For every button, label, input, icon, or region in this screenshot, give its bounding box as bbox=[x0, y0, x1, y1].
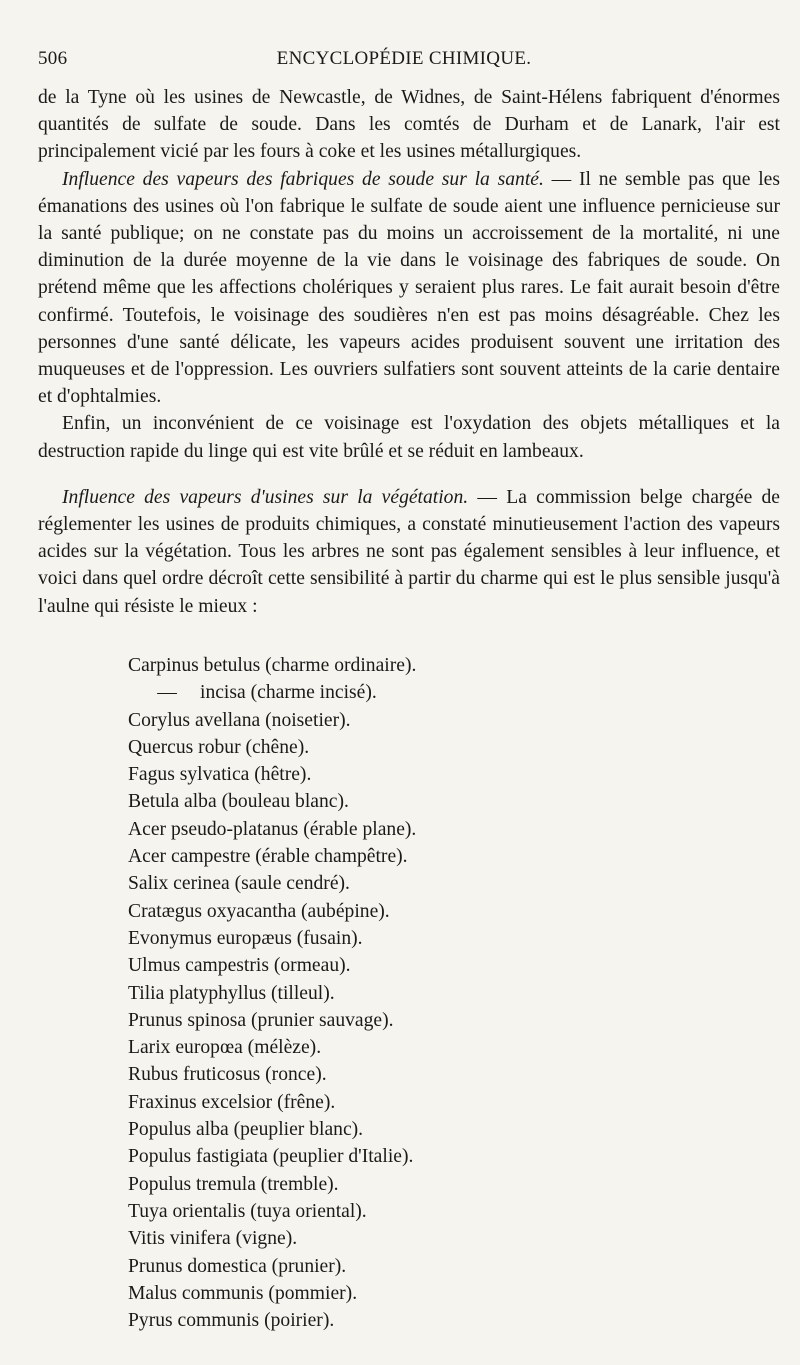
list-item: Cratægus oxyacantha (aubépine). bbox=[128, 900, 390, 922]
paragraph bbox=[38, 410, 780, 464]
list-item: Quercus robur (chêne). bbox=[128, 736, 310, 758]
list-item: Larix europœa (mélèze). bbox=[128, 1037, 322, 1059]
list-item: Populus tremula (tremble). bbox=[128, 1173, 339, 1195]
list-item: Evonymus europæus (fusain). bbox=[128, 927, 363, 949]
body-text bbox=[38, 84, 780, 620]
list-item: Tuya orientalis (tuya oriental). bbox=[128, 1200, 367, 1222]
paragraph-text: de la Tyne où les usines de Newcastle, de Widnes, de Saint-Hélens fabriquent d'énormes quantités de sulfate de soude. Dans les comtés de Durham et de Lanark, l'air est principalement vicié par les fours à coke et les usines métallurgiques. bbox=[38, 87, 780, 163]
paragraph-text: Enfin, un inconvénient de ce voisinage est l'oxydation des objets métalliques et la destruction rapide du linge qui est vite brûlé et se réduit en lambeaux. bbox=[38, 413, 780, 462]
list-item: Rubus fruticosus (ronce). bbox=[128, 1064, 327, 1086]
list-item: Fraxinus excelsior (frêne). bbox=[128, 1091, 336, 1113]
paragraph-lead: Influence des vapeurs des fabriques de soude sur la santé. bbox=[62, 168, 544, 190]
list-item: Tilia platyphyllus (tilleul). bbox=[128, 982, 335, 1004]
list-item: Populus fastigiata (peuplier d'Italie). bbox=[128, 1146, 414, 1168]
list-item: Acer pseudo-platanus (érable plane). bbox=[128, 818, 417, 840]
paragraph bbox=[38, 166, 780, 411]
list-item: Prunus spinosa (prunier sauvage). bbox=[128, 1009, 394, 1031]
list-item bbox=[128, 679, 728, 706]
paragraph-text: — Il ne semble pas que les émanations des usines où l'on fabrique le sulfate de soude aient une influence pernicieuse sur la santé publique; on ne constate pas du moins un accroissement de la mortalité, ni une diminution de la durée moyenne de la vie dans le voisinage des fabriques de soude. On prétend même que les affections cholériques y seraient plus rares. Le fait aurait besoin d'être confirmé. Toutefois, le voisinage des soudières n'en est pas moins désagréable. Chez les personnes d'une santé délicate, les vapeurs acides produisent souvent une irritation des muqueuses et de l'oppression. Les ouvriers sulfatiers sont souvent atteints de la carie dentaire et d'ophtalmies. bbox=[38, 168, 780, 408]
list-item: Ulmus campestris (ormeau). bbox=[128, 955, 351, 977]
page-number: 506 bbox=[38, 48, 68, 69]
list-item: Betula alba (bouleau blanc). bbox=[128, 791, 349, 813]
list-item: Acer campestre (érable champêtre). bbox=[128, 846, 408, 868]
list-item: Populus alba (peuplier blanc). bbox=[128, 1119, 364, 1141]
list-item-text: incisa (charme incisé). bbox=[200, 682, 377, 704]
list-item: Prunus domestica (prunier). bbox=[128, 1255, 347, 1277]
list-item: Fagus sylvatica (hêtre). bbox=[128, 764, 312, 786]
list-item: Carpinus betulus (charme ordinaire). bbox=[128, 655, 417, 676]
paragraph bbox=[38, 84, 780, 166]
list-item: Corylus avellana (noisetier). bbox=[128, 709, 351, 731]
paragraph bbox=[38, 484, 780, 620]
list-item: Malus communis (pommier). bbox=[128, 1282, 358, 1304]
list-item: Salix cerinea (saule cendré). bbox=[128, 873, 350, 895]
ditto-dash: — bbox=[157, 682, 177, 704]
page-header bbox=[38, 48, 770, 78]
paragraph-text: — La commission belge chargée de réglementer les usines de produits chimiques, a constaté minutieusement l'action des vapeurs acides sur la végétation. Tous les arbres ne sont pas également sensibles à leur influence, et voici dans quel ordre décroît cette sensibilité à partir du charme qui est le plus sensible jusqu'à l'aulne qui résiste le mieux : bbox=[38, 486, 780, 617]
running-head: ENCYCLOPÉDIE CHIMIQUE. bbox=[276, 48, 532, 69]
list-item: Vitis vinifera (vigne). bbox=[128, 1228, 298, 1250]
paragraph-lead: Influence des vapeurs d'usines sur la végétation. bbox=[62, 486, 469, 508]
list-item: Pyrus communis (poirier). bbox=[128, 1310, 335, 1332]
species-list bbox=[128, 652, 728, 1334]
